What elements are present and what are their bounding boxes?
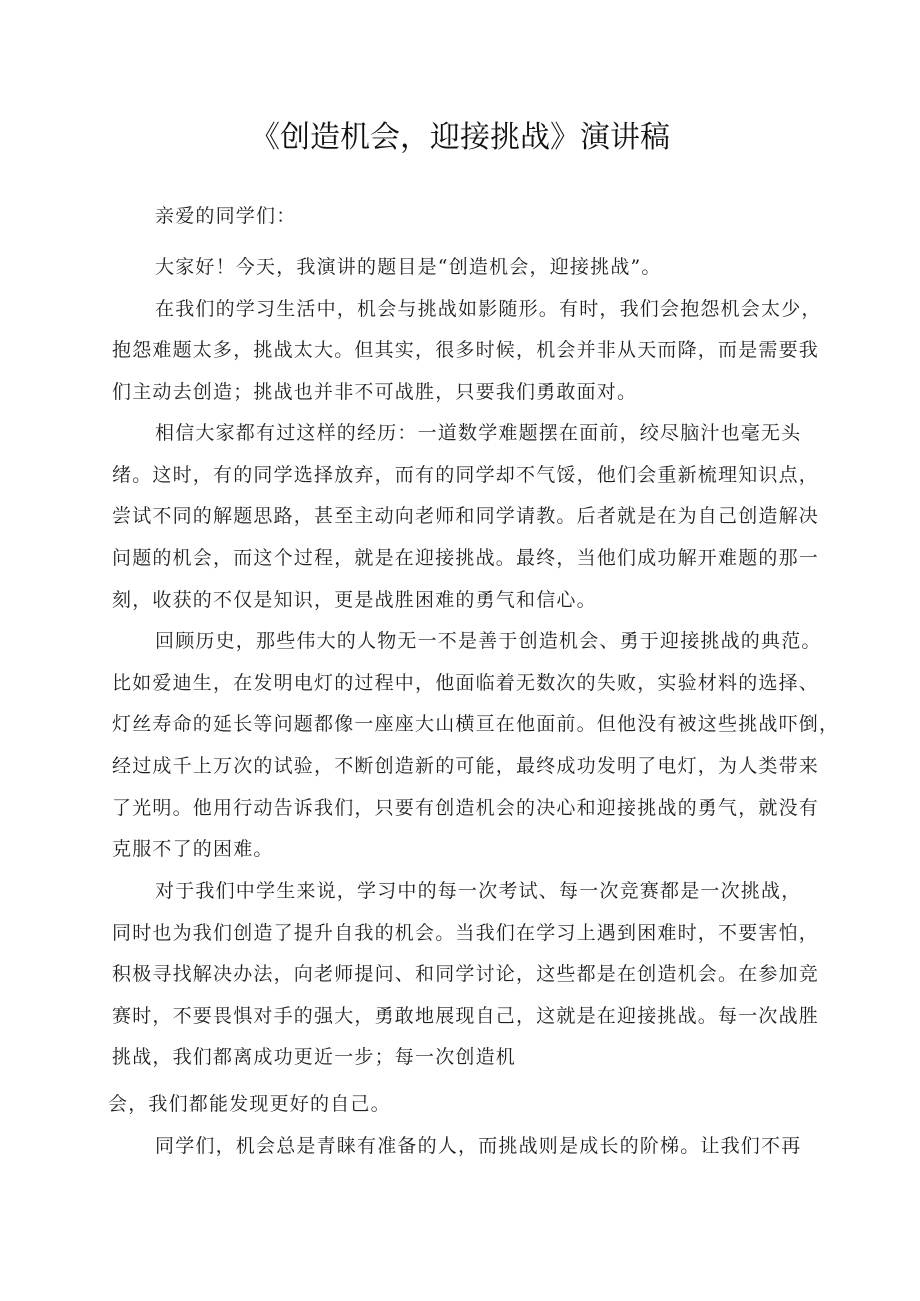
paragraph-line: 挑战，我们都离成功更近一步；每一次创造机 xyxy=(112,1046,517,1068)
paragraph-line: 尝试不同的解题思路，甚至主动向老师和同学请教。后者就是在为自己创造解决 xyxy=(112,505,820,527)
paragraph-line: 刻，收获的不仅是知识，更是战胜困难的勇气和信心。 xyxy=(112,589,597,611)
paragraph-line: 了光明。他用行动告诉我们，只要有创造机会的决心和迎接挑战的勇气，就没有 xyxy=(112,797,820,819)
paragraph-line: 经过成千上万次的试验，不断创造新的可能，最终成功发明了电灯，为人类带来 xyxy=(112,755,820,777)
paragraph-line: 绪。这时，有的同学选择放弃，而有的同学却不气馁，他们会重新梳理知识点， xyxy=(112,464,820,486)
paragraph-line: 克服不了的困难。 xyxy=(112,838,274,860)
paragraph-line: 同学们，机会总是青睐有准备的人，而挑战则是成长的阶梯。让我们不再 xyxy=(155,1135,802,1157)
paragraph-line: 问题的机会，而这个过程，就是在迎接挑战。最终，当他们成功解开难题的那一 xyxy=(112,547,820,569)
paragraph-line: 亲爱的同学们： xyxy=(155,205,297,227)
paragraph-line: 同时也为我们创造了提升自我的机会。当我们在学习上遇到困难时，不要害怕， xyxy=(112,922,820,944)
paragraph-line: 灯丝寿命的延长等问题都像一座座大山横亘在他面前。但他没有被这些挑战吓倒， xyxy=(112,713,840,735)
paragraph-line: 会，我们都能发现更好的自己。 xyxy=(108,1093,391,1115)
paragraph-line: 比如爱迪生，在发明电灯的过程中，他面临着无数次的失败，实验材料的选择、 xyxy=(112,672,820,694)
paragraph-line: 相信大家都有过这样的经历：一道数学难题摆在面前，绞尽脑汁也毫无头 xyxy=(155,422,802,444)
paragraph-line: 在我们的学习生活中，机会与挑战如影随形。有时，我们会抱怨机会太少， xyxy=(155,298,822,320)
paragraph-line: 积极寻找解决办法，向老师提问、和同学讨论，这些都是在创造机会。在参加竞 xyxy=(112,963,820,985)
paragraph-line: 赛时，不要畏惧对手的强大，勇敢地展现自己，这就是在迎接挑战。每一次战胜 xyxy=(112,1005,820,1027)
paragraph-line: 们主动去创造；挑战也并非不可战胜，只要我们勇敢面对。 xyxy=(112,381,638,403)
document-title: 《创造机会，迎接挑战》演讲稿 xyxy=(250,120,670,155)
paragraph-line: 对于我们中学生来说，学习中的每一次考试、每一次竞赛都是一次挑战， xyxy=(155,880,802,902)
paragraph-line: 回顾历史，那些伟大的人物无一不是善于创造机会、勇于迎接挑战的典范。 xyxy=(155,630,822,652)
paragraph-line: 大家好！今天，我演讲的题目是“创造机会，迎接挑战”。 xyxy=(155,256,662,278)
paragraph-line: 抱怨难题太多，挑战太大。但其实，很多时候，机会并非从天而降，而是需要我 xyxy=(112,339,820,361)
